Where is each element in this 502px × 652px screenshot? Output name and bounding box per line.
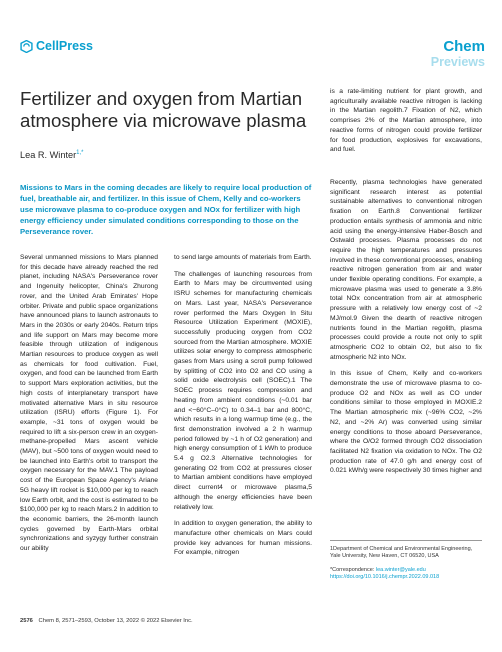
author-name: Lea R. Winter <box>20 150 77 161</box>
publisher-name: CellPress <box>36 39 93 53</box>
paragraph: In this issue of Chem, Kelly and co-workers demonstrate the use of microwave plasma to co-produce O2 and NOx as well as CO under conditions similar to those employed in MOXIE.2 The Martian atmospheric mix (~96% CO2, ~2% N2, and ~2% Ar) was converted using similar energy conditions to those aboard Perseverance, where the O/O2 formed through CO2 dissociation facilitated N2 fixation via oxidation to NOx. The O2 production rate of 47.0 g/h and energy cost of 0.021 kWh/g were respectively 30 times higher and <box>330 370 482 475</box>
journal-header <box>431 39 485 69</box>
journal-name: Chem <box>443 38 485 55</box>
article-summary: Missions to Mars in the coming decades are likely to require local production of fuel, breathable air, and fertilizer. In this issue of Chem, Kelly and co-workers use microwave plasma to co-produce oxygen and NOx for fertilizer with high energy efficiency under simulated conditions corresponding to those on the Perseverance rover. <box>20 183 312 237</box>
body-column-2 <box>174 253 312 565</box>
body-column-3 <box>330 178 482 483</box>
paragraph: The challenges of launching resources from Earth to Mars may be circumvented using ISRU schemes for manufacturing chemicals on Mars. Last year, NASA's Perseverance rover performed the Mars Oxygen In Situ Resource Utilization Experiment (MOXIE), successfully producing oxygen from CO2 sourced from the Martian atmosphere. MOXIE utilizes solar energy to compress atmospheric gases from Mars using a scroll pump followed by splitting of CO2 into O2 and CO using a solid oxide electrolysis cell (SOEC).1 The SOEC process requires compression and heating from ambient conditions (~0.01 bar and <−60°C–0°C) to 0.34–1 bar and 800°C, which results in a long warmup time (e.g., the first demonstration involved a 2 h warmup period followed by ~1 h of O2 generation) and high energy consumption of 1 kWh to produce 5.4 g O2.3 Alternative technologies for generating O2 from CO2 at pressures closer to Martian ambient conditions have employed direct current4 or microwave plasma,5 although the energy efficiencies have been relatively low. <box>174 270 312 511</box>
email-link[interactable]: lea.winter@yale.edu <box>375 566 426 573</box>
paragraph: Recently, plasma technologies have generated significant research interest as potential sustainable alternatives to conventional nitrogen fixation on Earth.8 Conventional fertilizer production entails synthesis of ammonia and nitric acid using the energy-intensive Haber-Bosch and Ostwald processes. Plasma processes do not require the high temperatures and pressures involved in these conventional processes, enabling reactive nitrogen generation from air and water under flexible operating conditions. For example, a microwave plasma was used to generate a 3.8% total NOx concentration from air at atmospheric pressure with a relatively low energy cost of ~2 MJ/mol.9 Given the dearth of reactive nitrogen nutrients found in the Martian regolith, plasma processes could provide a route not only to split atmospheric CO2 to obtain O2, but also to fix atmospheric N2 into NOx. <box>330 179 482 361</box>
journal-section: Previews <box>430 55 485 69</box>
doi-link[interactable]: https://doi.org/10.1016/j.chempr.2022.09.018 <box>330 573 440 580</box>
publisher-logo <box>20 39 93 53</box>
body-column-3-top <box>330 87 482 162</box>
article-title: Fertilizer and oxygen from Martian atmosphere via microwave plasma <box>20 88 307 131</box>
page-footer <box>20 618 193 624</box>
paragraph: Several unmanned missions to Mars planned for this decade have already reached the red planet, including NASA's Perseverance rover and Ingenuity helicopter, China's Zhurong rover, and the United Arab Emirates' Hope orbiter. Private and public space organizations have announced plans to launch astronauts to Mars in the 2030s or early 2040s. Return trips and life support on Mars may become more feasible through utilization of indigenous Martian resources to produce oxygen as well as chemicals for food cultivation. Fuel, oxygen, and food can be launched from Earth to support Mars exploration activities, but the high costs of interplanetary transport have motivated alternative Mars in situ resource utilization (ISRU) efforts (Figure 1). For example, ~31 tons of oxygen would be required to lift a six-person crew in an oxygen-methane-propelled Mars ascent vehicle (MAV), but ~500 tons of oxygen would need to be launched into Earth's orbit to transport the oxygen necessary for the MAV.1 The payload cost of the European Space Agency's Ariane 5G heavy lift rocket is $10,000 per kg to reach low Earth orbit, and the cost is estimated to be $100,000 per kg to reach Mars.2 In addition to the economic barriers, the 26-month launch cycles governed by Earth-Mars orbital synchronizations and syzygy further constrain our ability <box>20 254 158 553</box>
correspondence <box>330 567 482 582</box>
paragraph: In addition to oxygen generation, the ability to manufacture other chemicals on Mars could provide key advances for human missions. For example, nitrogen <box>174 520 312 557</box>
paragraph: to send large amounts of materials from Earth. <box>174 254 312 261</box>
affiliations-block <box>330 540 482 587</box>
body-column-1 <box>20 253 158 561</box>
page-number: 2576 <box>20 618 33 624</box>
author-line <box>20 150 84 160</box>
citation: Chem 8, 2571–2593, October 13, 2022 © 2022 Elsevier Inc. <box>38 618 193 624</box>
paragraph: is a rate-limiting nutrient for plant growth, and agriculturally available reactive nitrogen is lacking in the Martian regolith.7 Fixation of N2, which comprises 2% of the Martian atmosphere, into reactive forms of nitrogen could provide fertilizer for food production, explosives for excavations, and fuel. <box>330 88 482 154</box>
affiliation: 1Department of Chemical and Environmental Engineering, Yale University, New Haven, CT 06520, USA <box>330 546 473 560</box>
author-marks: 1,* <box>76 150 84 156</box>
correspondence-label: *Correspondence: <box>330 566 375 573</box>
cellpress-mark-icon <box>20 40 33 53</box>
